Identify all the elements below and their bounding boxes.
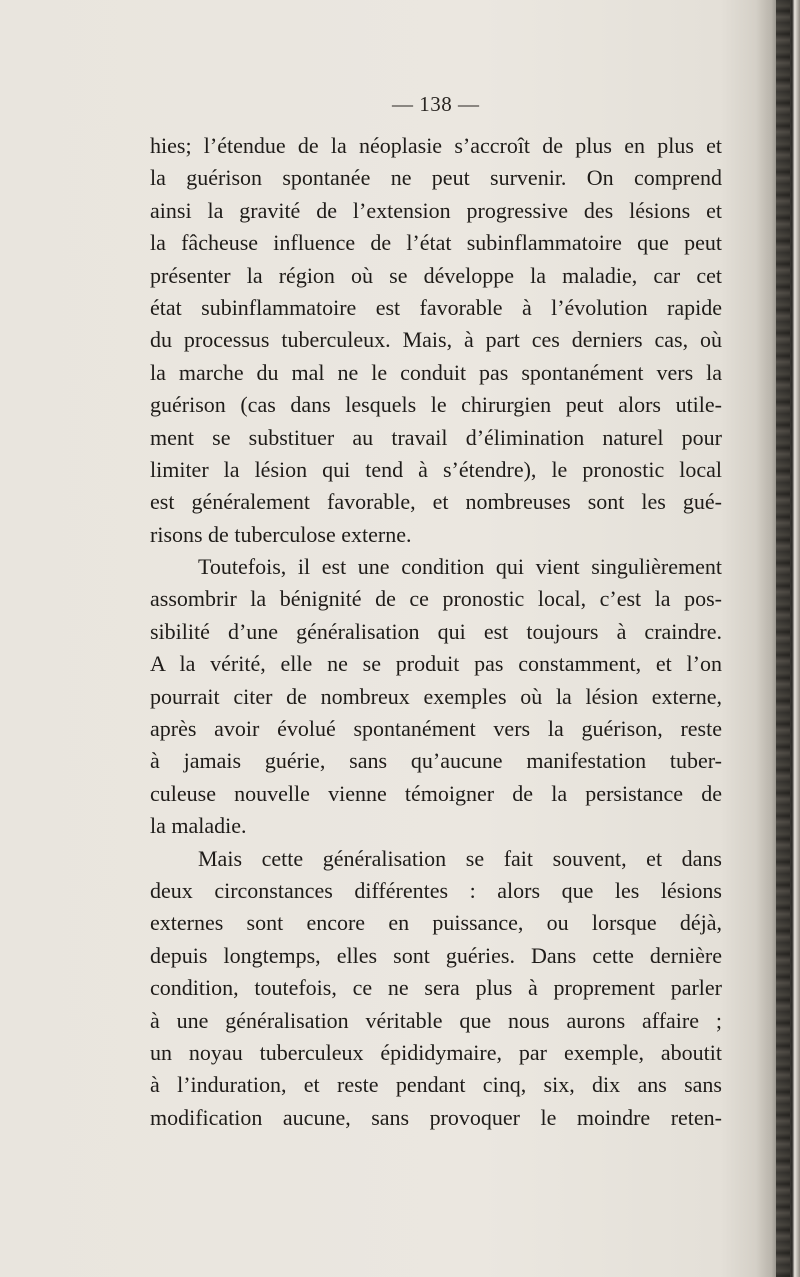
text-line: du processus tuberculeux. Mais, à part ces derniers cas, où — [150, 327, 722, 353]
text-line: à jamais guérie, sans qu’aucune manifestation tuber- — [150, 748, 722, 774]
text-line: A la vérité, elle ne se produit pas constamment, et l’on — [150, 651, 722, 677]
text-line: risons de tuberculose externe. — [150, 521, 412, 547]
text-line: est généralement favorable, et nombreuses sont les gué- — [150, 489, 722, 515]
text-line: sibilité d’une généralisation qui est toujours à craindre. — [150, 618, 722, 644]
text-line: état subinflammatoire est favorable à l’évolution rapide — [150, 294, 722, 320]
text-line: Mais cette généralisation se fait souvent, et dans — [198, 845, 722, 871]
text-line: culeuse nouvelle vienne témoigner de la persistance de — [150, 780, 722, 806]
text-line: la fâcheuse influence de l’état subinflammatoire que peut — [150, 230, 722, 256]
text-line: limiter la lésion qui tend à s’étendre), le pronostic local — [150, 456, 722, 482]
text-line: ainsi la gravité de l’extension progressive des lésions et — [150, 197, 722, 223]
text-line: la maladie. — [150, 813, 247, 839]
text-line: ment se substituer au travail d’élimination naturel pour — [150, 424, 722, 450]
text-line: Toutefois, il est une condition qui vient singulièrement — [198, 554, 722, 580]
text-line: hies; l’étendue de la néoplasie s’accroît de plus en plus et — [150, 133, 722, 158]
text-line: externes sont encore en puissance, ou lorsque déjà, — [150, 910, 722, 936]
text-line: un noyau tuberculeux épididymaire, par exemple, aboutit — [150, 1039, 722, 1065]
binding-edge — [776, 0, 790, 1277]
text-line: présenter la région où se développe la maladie, car cet — [150, 262, 722, 288]
text-line: la guérison spontanée ne peut survenir. On comprend — [150, 165, 722, 191]
text-line: assombrir la bénignité de ce pronostic local, c’est la pos- — [150, 586, 722, 612]
text-line: condition, toutefois, ce ne sera plus à proprement parler — [150, 975, 722, 1001]
text-line: deux circonstances différentes : alors que les lésions — [150, 877, 722, 903]
text-line: à une généralisation véritable que nous aurons affaire ; — [150, 1007, 722, 1033]
text-line: depuis longtemps, elles sont guéries. Dans cette dernière — [150, 942, 722, 968]
page-number: — 138 — — [392, 92, 480, 116]
text-line: à l’induration, et reste pendant cinq, six, dix ans sans — [150, 1072, 722, 1098]
text-line: la marche du mal ne le conduit pas spontanément vers la — [150, 359, 722, 385]
text-line: modification aucune, sans provoquer le moindre reten- — [150, 1104, 722, 1130]
text-line: guérison (cas dans lesquels le chirurgien peut alors utile- — [150, 392, 722, 418]
body-text — [150, 130, 722, 1134]
text-line: après avoir évolué spontanément vers la guérison, reste — [150, 716, 722, 742]
text-line: pourrait citer de nombreux exemples où la lésion externe, — [150, 683, 722, 709]
